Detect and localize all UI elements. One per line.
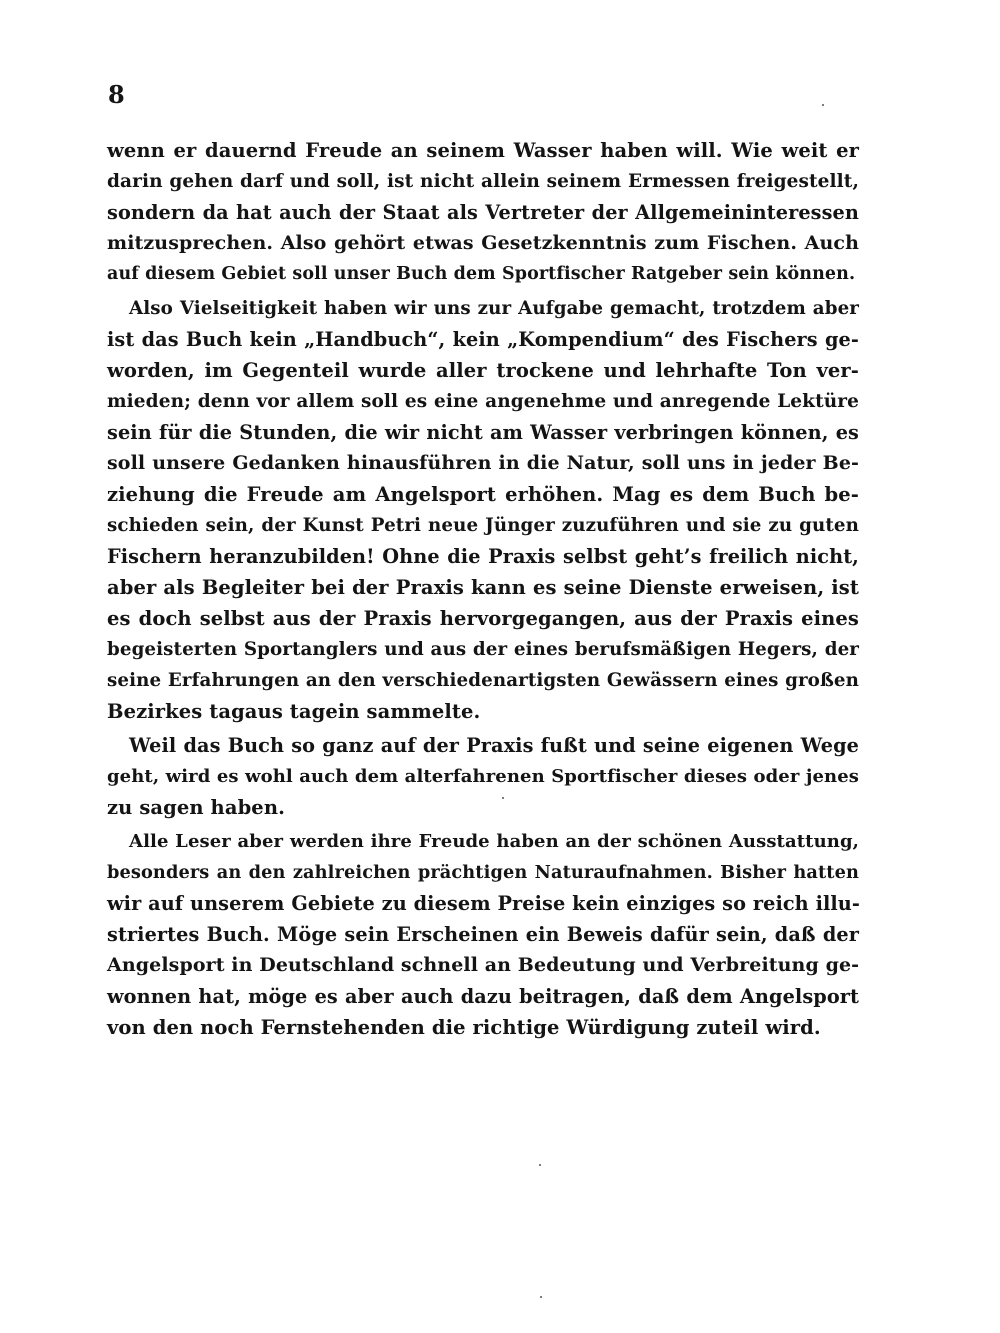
text-line: sondern da hat auch der Staat als Vertreter der Allgemeininteressen — [107, 201, 859, 224]
page-number: 8 — [108, 80, 125, 109]
paper-speck — [502, 797, 504, 799]
paragraph — [107, 730, 859, 823]
body-text — [107, 135, 859, 1046]
text-line: wonnen hat, möge es aber auch dazu beitragen, daß dem Angelsport — [107, 985, 859, 1008]
paragraph — [107, 826, 859, 1043]
text-line: begeisterten Sportanglers und aus der eines berufsmäßigen Hegers, der — [107, 639, 859, 660]
text-line: Angelsport in Deutschland schnell an Bedeutung und Verbreitung ge- — [107, 954, 860, 976]
paragraph — [107, 135, 859, 290]
text-line: Bezirkes tagaus tagein sammelte. — [107, 700, 481, 723]
text-line: aber als Begleiter bei der Praxis kann es seine Dienste erweisen, ist — [107, 576, 859, 599]
text-line: ist das Buch kein „Handbuch“, kein „Kompendium“ des Fischers ge- — [107, 328, 859, 351]
paper-speck — [822, 104, 824, 106]
text-line: sein für die Stunden, die wir nicht am Wasser verbringen können, es — [107, 421, 859, 444]
text-line: wenn er dauernd Freude an seinem Wasser haben will. Wie weit er — [107, 139, 859, 162]
text-line: soll unsere Gedanken hinausführen in die Natur, soll uns in jeder Be- — [107, 452, 859, 474]
text-line: schieden sein, der Kunst Petri neue Jünger zuzuführen und sie zu guten — [107, 515, 859, 536]
paper-speck — [540, 1296, 542, 1298]
text-line: mieden; denn vor allem soll es eine angenehme und anregende Lektüre — [107, 391, 859, 412]
text-line: geht, wird es wohl auch dem alterfahrenen Sportfischer dieses oder jenes — [107, 766, 859, 787]
text-line: ziehung die Freude am Angelsport erhöhen. Mag es dem Buch be- — [107, 483, 859, 506]
text-line: von den noch Fernstehenden die richtige Würdigung zuteil wird. — [107, 1016, 821, 1039]
text-line: auf diesem Gebiet soll unser Buch dem Sportfischer Ratgeber sein können. — [107, 264, 856, 284]
text-line: seine Erfahrungen an den verschiedenartigsten Gewässern eines großen — [107, 670, 859, 691]
text-line: Fischern heranzubilden! Ohne die Praxis selbst geht’s freilich nicht, — [107, 545, 859, 568]
paper-speck — [539, 1164, 541, 1166]
text-line: striertes Buch. Möge sein Erscheinen ein Beweis dafür sein, daß der — [107, 923, 859, 946]
text-line: darin gehen darf und soll, ist nicht allein seinem Ermessen freigestellt, — [107, 171, 859, 192]
text-line: zu sagen haben. — [107, 796, 285, 819]
text-line: Alle Leser aber werden ihre Freude haben an der schönen Ausstattung, — [129, 831, 859, 852]
text-line: wir auf unserem Gebiete zu diesem Preise kein einziges so reich illu- — [107, 892, 860, 915]
text-line: besonders an den zahlreichen prächtigen Naturaufnahmen. Bisher hatten — [107, 862, 859, 883]
text-line: es doch selbst aus der Praxis hervorgegangen, aus der Praxis eines — [107, 607, 859, 630]
text-line: Also Vielseitigkeit haben wir uns zur Aufgabe gemacht, trotzdem aber — [129, 298, 859, 319]
text-line: mitzusprechen. Also gehört etwas Gesetzkenntnis zum Fischen. Auch — [107, 232, 859, 254]
text-line: Weil das Buch so ganz auf der Praxis fußt und seine eigenen Wege — [129, 734, 859, 757]
text-line: worden, im Gegenteil wurde aller trockene und lehrhafte Ton ver- — [107, 359, 859, 382]
paragraph — [107, 293, 859, 727]
